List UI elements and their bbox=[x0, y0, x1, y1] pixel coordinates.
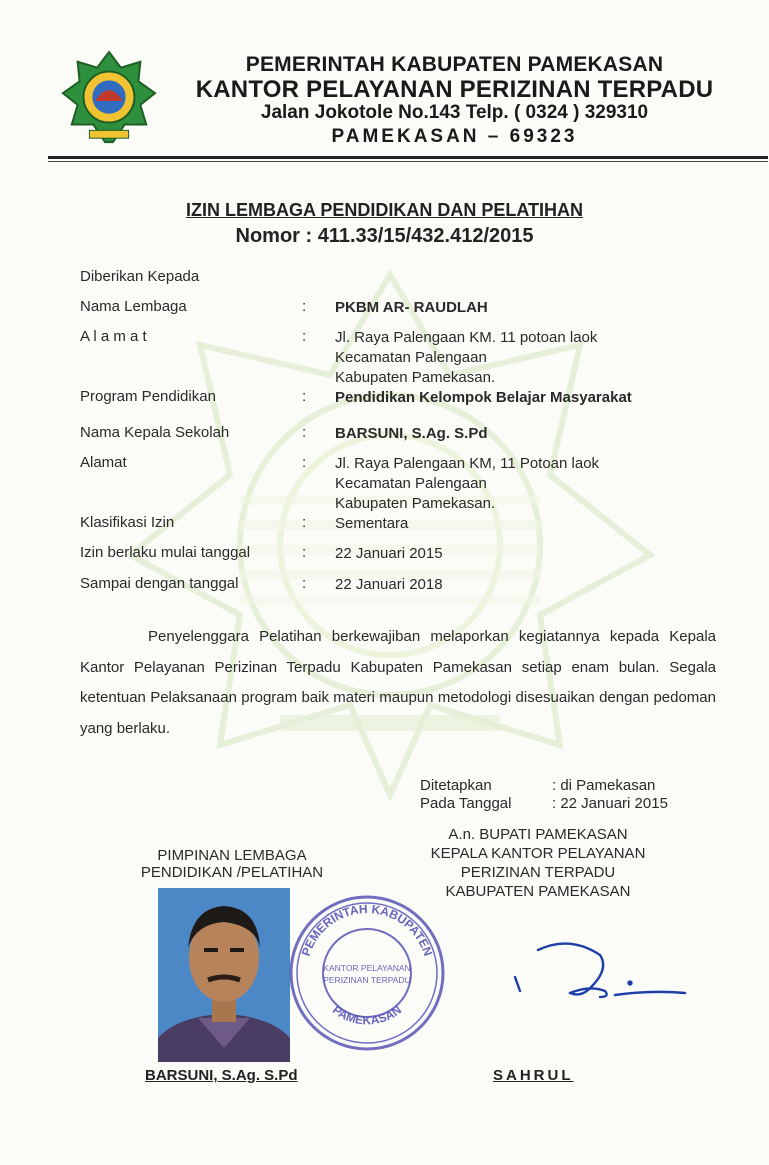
header-address: Jalan Jokotole No.143 Telp. ( 0324 ) 329310 bbox=[260, 102, 649, 123]
address-line: Kabupaten Pamekasan. bbox=[335, 495, 496, 512]
handwritten-signature bbox=[510, 935, 700, 1010]
header-city: PAMEKASAN – 69323 bbox=[331, 126, 578, 147]
address-line: Jl. Raya Palengaan KM. 11 potoan laok bbox=[335, 329, 598, 346]
stamp-center-line2: PERIZINAN TERPADU bbox=[323, 975, 411, 985]
tanggal-value: : 22 Januari 2015 bbox=[552, 795, 668, 812]
field-label: Klasifikasi Izin bbox=[80, 514, 175, 531]
ditetapkan-value: : di Pamekasan bbox=[552, 777, 656, 794]
left-signatory-name: BARSUNI, S.Ag. S.Pd bbox=[145, 1067, 298, 1084]
address-line: Kabupaten Pamekasan. bbox=[335, 369, 496, 386]
field-value: PKBM AR- RAUDLAH bbox=[335, 299, 488, 316]
field-label: Program Pendidikan bbox=[80, 388, 216, 405]
document-number: Nomor : 411.33/15/432.412/2015 bbox=[235, 225, 534, 247]
portrait-photo bbox=[158, 888, 290, 1062]
address-line: Kecamatan Palengaan bbox=[335, 475, 487, 492]
field-label: A l a m a t bbox=[80, 328, 147, 345]
official-stamp bbox=[287, 893, 447, 1053]
field-value bbox=[335, 454, 599, 514]
left-signatory-title: PIMPINAN LEMBAGA PENDIDIKAN /PELATIHAN bbox=[140, 847, 324, 881]
field-colon: : bbox=[302, 388, 307, 405]
address-line: Kecamatan Palengaan bbox=[335, 349, 487, 366]
right-signatory-title: A.n. BUPATI PAMEKASAN KEPALA KANTOR PELAYANAN PERIZINAN TERPADU KABUPATEN PAMEKASAN bbox=[430, 826, 646, 900]
address-line: Jl. Raya Palengaan KM, 11 Potoan laok bbox=[335, 455, 600, 472]
stamp-center-line1: KANTOR PELAYANAN bbox=[323, 963, 411, 973]
field-label: Nama Lembaga bbox=[80, 298, 187, 315]
field-label: Izin berlaku mulai tanggal bbox=[80, 544, 251, 561]
header-rule-thin bbox=[48, 161, 768, 162]
stamp-ring-bottom: PAMEKASAN bbox=[329, 1002, 405, 1028]
field-label: Nama Kepala Sekolah bbox=[80, 424, 230, 441]
field-colon: : bbox=[302, 544, 307, 561]
header-rule-thick bbox=[48, 156, 768, 159]
field-value: Sementara bbox=[335, 515, 409, 532]
header-office: KANTOR PELAYANAN PERIZINAN TERPADU bbox=[195, 76, 714, 103]
field-colon: : bbox=[302, 575, 307, 592]
field-label: Alamat bbox=[80, 454, 127, 471]
field-colon: : bbox=[302, 454, 307, 471]
field-value bbox=[335, 328, 597, 388]
field-colon: : bbox=[302, 328, 307, 345]
header-government: PEMERINTAH KABUPATEN PAMEKASAN bbox=[245, 53, 664, 76]
stamp-ring-top: PEMERINTAH KABUPATEN bbox=[298, 901, 436, 958]
field-value: 22 Januari 2018 bbox=[335, 576, 443, 593]
intro-text: Diberikan Kepada bbox=[80, 268, 200, 285]
field-label: Sampai dengan tanggal bbox=[80, 575, 239, 592]
field-value: 22 Januari 2015 bbox=[335, 545, 443, 562]
obligation-paragraph: Penyelenggara Pelatihan berkewajiban melaporkan kegiatannya kepada Kepala Kantor Pelayanan Perizinan Terpadu Kabupaten Pamekasan setiap enam bulan. Segala ketentuan Pelaksanaan program baik materi maupun metodologi disesuaikan dengan pedoman yang berlaku. bbox=[80, 628, 716, 737]
field-colon: : bbox=[302, 424, 307, 441]
ditetapkan-label: Ditetapkan bbox=[420, 777, 492, 794]
tanggal-label: Pada Tanggal bbox=[420, 795, 512, 812]
document-title: IZIN LEMBAGA PENDIDIKAN DAN PELATIHAN bbox=[186, 200, 583, 220]
letterhead bbox=[0, 0, 769, 170]
field-colon: : bbox=[302, 298, 307, 315]
field-value: Pendidikan Kelompok Belajar Masyarakat bbox=[335, 389, 632, 406]
field-colon: : bbox=[302, 514, 307, 531]
right-signatory-name: SAHRUL bbox=[493, 1067, 574, 1084]
svg-text:PAMEKASAN bbox=[330, 1003, 404, 1028]
field-value: BARSUNI, S.Ag. S.Pd bbox=[335, 425, 488, 442]
